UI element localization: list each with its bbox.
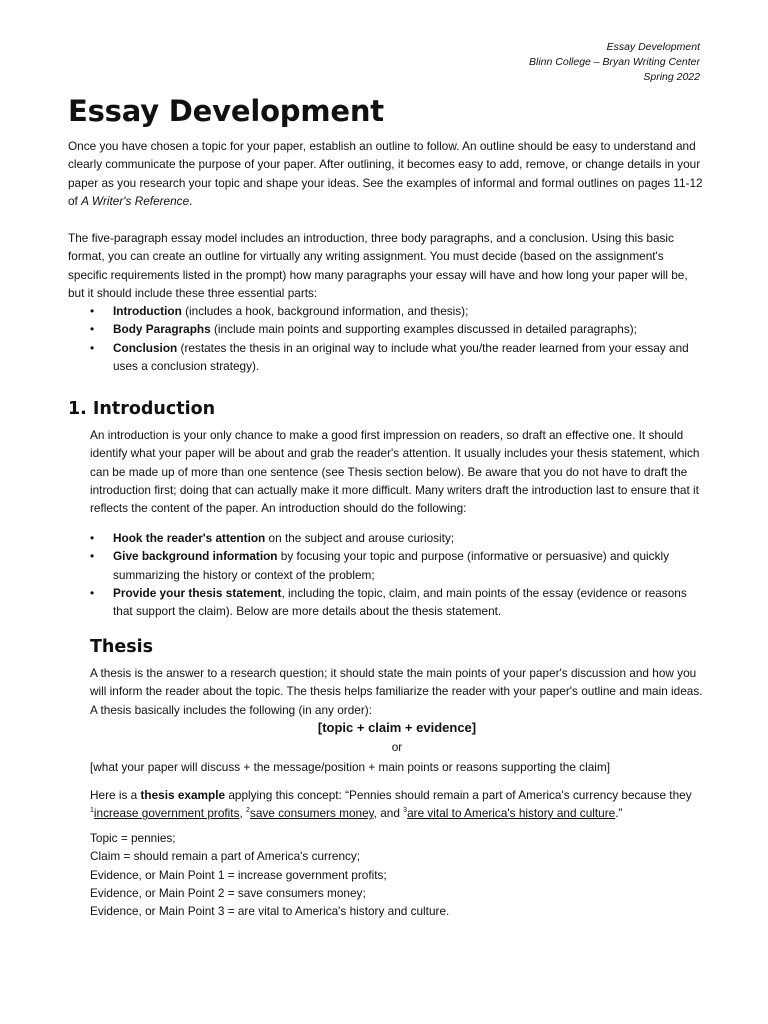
list-item bbox=[90, 529, 704, 547]
main-point-3: are vital to America's history and culture bbox=[407, 806, 616, 821]
essay-parts-list bbox=[90, 302, 704, 375]
breakdown-line: Claim = should remain a part of America's currency; bbox=[90, 849, 361, 864]
main-point-1: increase government profits bbox=[93, 806, 240, 821]
list-item-term: Hook the reader's attention bbox=[113, 531, 266, 545]
list-item bbox=[90, 547, 704, 584]
example-sentence: applying this concept: “Pennies should remain a part of America's currency because they bbox=[225, 788, 692, 802]
book-title: A Writer's Reference bbox=[81, 193, 190, 208]
point-number-3: 3 bbox=[403, 807, 408, 815]
header-term: Spring 2022 bbox=[643, 71, 700, 83]
breakdown-line: Evidence, or Main Point 3 = are vital to America's history and culture. bbox=[90, 904, 450, 919]
list-item bbox=[90, 339, 704, 376]
header-doc-title: Essay Development bbox=[606, 41, 700, 53]
thesis-breakdown bbox=[90, 829, 704, 920]
example-lead: Here is a bbox=[90, 788, 141, 802]
list-item-text: (restates the thesis in an original way to include what you/the reader learned from your essay and uses a conclusion strategy). bbox=[113, 340, 689, 373]
model-paragraph: The five-paragraph essay model includes an introduction, three body paragraphs, and a conclusion. Using this basic format, you can create an outline for virtually any writing assignment. You must decide (based on the assignment's specific requirements listed in the prompt) how many paragraphs your essay will have and how long your paper will be, but it should include these three essential parts: bbox=[68, 231, 688, 300]
introduction-list bbox=[90, 529, 704, 620]
list-item-term: Provide your thesis statement bbox=[113, 585, 282, 600]
section-heading-introduction: 1. Introduction bbox=[68, 399, 216, 419]
list-item-text: (includes a hook, background information, and thesis); bbox=[181, 304, 469, 318]
list-item-term: Body Paragraphs bbox=[113, 322, 211, 337]
list-item-text: by focusing your topic and purpose (informative or persuasive) and quickly summarizing the history or context of the problem; bbox=[113, 549, 669, 582]
list-item bbox=[90, 584, 704, 621]
header-institution: Blinn College – Bryan Writing Center bbox=[529, 56, 700, 68]
point-number-1: 1 bbox=[90, 807, 94, 815]
page-title: Essay Development bbox=[68, 94, 384, 128]
introduction-paragraph: An introduction is your only chance to make a good first impression on readers, so draft an effective one. It should identify what your paper will be about and grab the reader's attention. It usually includes your thesis statement, which can be made up of more than one sentence (see Thesis section below). Be aware that you do not have to draft the introduction first; doing that can actually make it more difficult. Many writers draft the introduction last to ensure that it reflects the content of the paper. An introduction should do the following: bbox=[90, 428, 700, 516]
list-item-text: on the subject and arouse curiosity; bbox=[265, 531, 455, 545]
thesis-example bbox=[90, 786, 704, 823]
breakdown-line: Topic = pennies; bbox=[90, 831, 176, 845]
example-separator: , bbox=[239, 806, 247, 821]
thesis-formula: [topic + claim + evidence] bbox=[317, 720, 477, 735]
main-point-2: save consumers money bbox=[249, 806, 374, 821]
example-separator: , and bbox=[373, 806, 404, 821]
thesis-or: or bbox=[391, 740, 403, 754]
example-end: .” bbox=[615, 806, 623, 821]
point-number-2: 2 bbox=[246, 807, 250, 815]
breakdown-line: Evidence, or Main Point 2 = save consumers money; bbox=[90, 885, 366, 900]
list-item bbox=[90, 320, 704, 338]
list-item-term: Conclusion bbox=[113, 340, 178, 355]
thesis-paragraph: A thesis is the answer to a research question; it should state the main points of your paper's discussion and how you will inform the reader about the topic. The thesis helps familiarize the reader with your paper's outline and main ideas. A thesis basically includes the following (in any order): bbox=[90, 666, 703, 717]
section-heading-thesis: Thesis bbox=[90, 637, 154, 657]
list-item-text: , including the topic, claim, and main points of the essay (evidence or reasons that support the claim). Below are more details about the thesis statement. bbox=[113, 585, 687, 619]
example-label: thesis example bbox=[140, 788, 226, 802]
list-item-term: Give background information bbox=[113, 549, 278, 564]
intro-text: Once you have chosen a topic for your paper, establish an outline to follow. An outline should be easy to understand and clearly communicate the purpose of your paper. After outlining, it becomes easy to add, remove, or change details in your paper as you research your topic and shape your ideas. See the examples of informal and formal outlines on pages 11-12 of bbox=[68, 139, 703, 208]
list-item-text: (include main points and supporting examples discussed in detailed paragraphs); bbox=[210, 322, 637, 337]
list-item-term: Introduction bbox=[113, 304, 182, 318]
list-item bbox=[90, 302, 704, 320]
intro-end: . bbox=[189, 193, 193, 208]
thesis-alt-formula: [what your paper will discuss + the message/position + main points or reasons supporting the claim] bbox=[90, 760, 610, 774]
running-header bbox=[529, 40, 700, 85]
intro-paragraph bbox=[68, 137, 704, 210]
breakdown-line: Evidence, or Main Point 1 = increase government profits; bbox=[90, 867, 387, 882]
